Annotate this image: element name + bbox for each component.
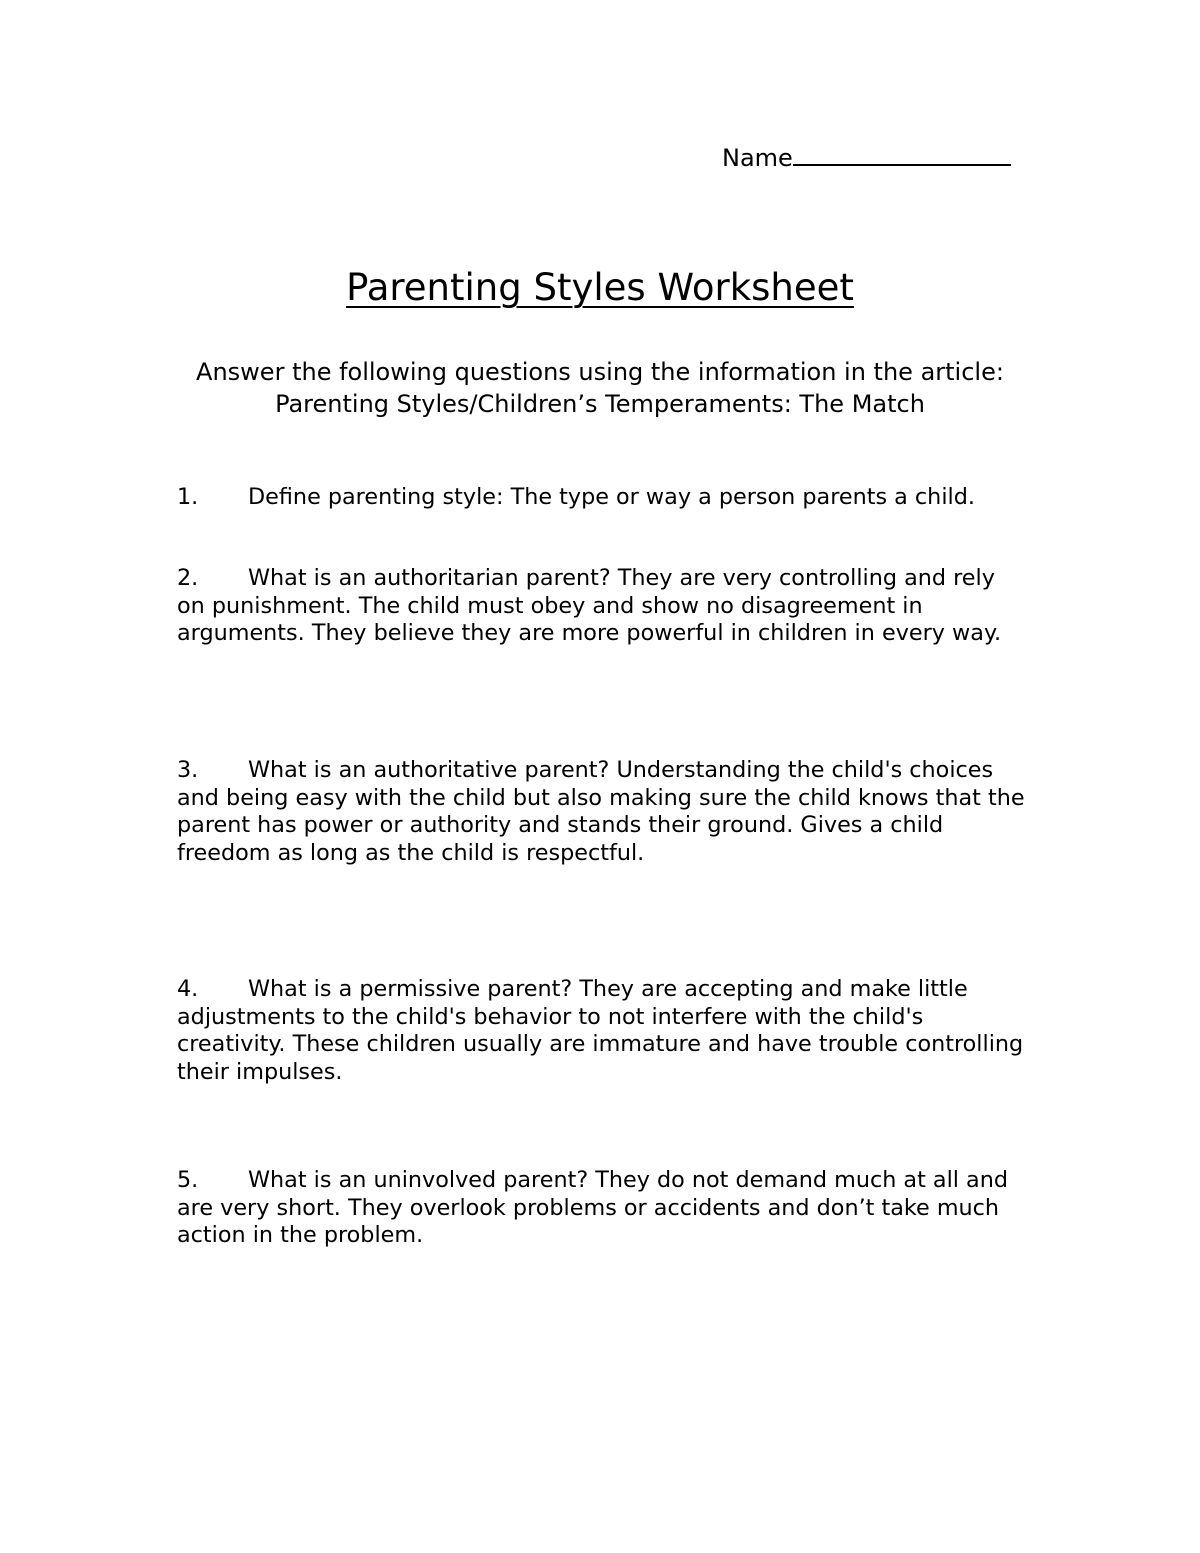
question-item-4 bbox=[177, 976, 1027, 1086]
question-text: Define parenting style: The type or way a person parents a child. bbox=[248, 484, 975, 510]
question-text: What is an authoritarian parent? They are very controlling and rely on punishment. The child must obey and show no disagreement in arguments. They believe they are more powerful in children in every way. bbox=[177, 565, 1002, 646]
question-text: What is an uninvolved parent? They do not demand much at all and are very short. They overlook problems or accidents and don’t take much action in the problem. bbox=[177, 1167, 1009, 1248]
name-field bbox=[722, 140, 1011, 176]
instructions-text: Answer the following questions using the information in the article: Parenting Styles/Children’s Temperaments: The Match bbox=[196, 358, 1004, 418]
question-text: What is an authoritative parent? Understanding the child's choices and being easy with the child but also making sure the child knows that the parent has power or authority and stands their ground. Gives a child freedom as long as the child is respectful. bbox=[177, 757, 1025, 866]
question-number: 3. bbox=[177, 757, 199, 783]
question-item-3 bbox=[177, 757, 1027, 867]
question-item-5 bbox=[177, 1167, 1027, 1250]
question-number: 2. bbox=[177, 565, 199, 591]
question-item-1 bbox=[177, 484, 1027, 512]
question-text: What is a permissive parent? They are accepting and make little adjustments to the child's behavior to not interfere with the child's creativity. These children usually are immature and have trouble controlling their impulses. bbox=[177, 976, 1024, 1085]
question-item-2 bbox=[177, 565, 1027, 648]
worksheet-title: Parenting Styles Worksheet bbox=[346, 266, 854, 309]
name-blank-line bbox=[793, 140, 1011, 166]
question-number: 1. bbox=[177, 484, 199, 510]
question-number: 4. bbox=[177, 976, 199, 1002]
question-number: 5. bbox=[177, 1167, 199, 1193]
name-label: Name bbox=[722, 144, 793, 172]
